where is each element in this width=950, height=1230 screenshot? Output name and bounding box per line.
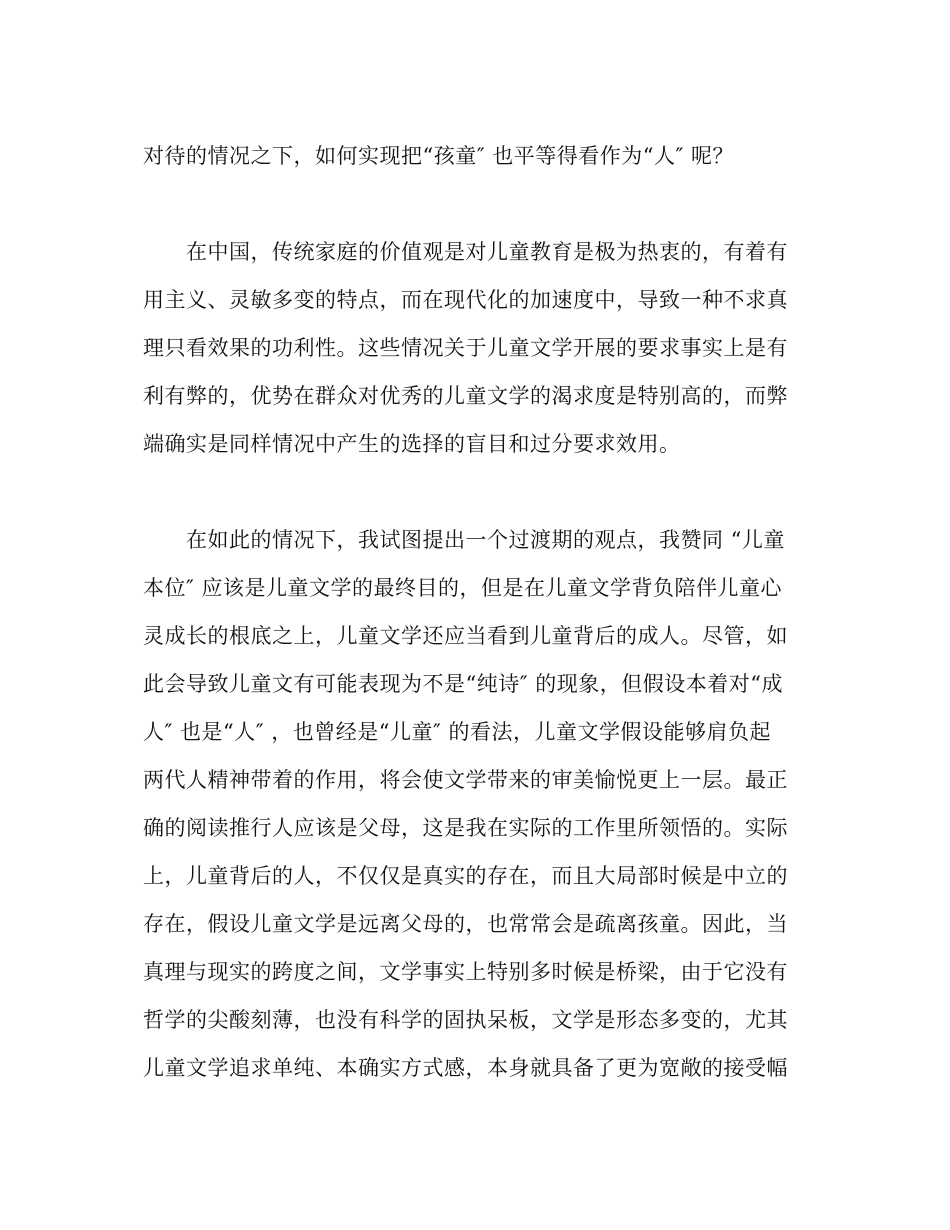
paragraph-3-line-7: 确的阅读推行人应该是父母，这是我在实际的工作里所领悟的。实际 <box>143 816 788 840</box>
paragraph-2-line-4: 利有弊的，优势在群众对优秀的儿童文学的渴求度是特别高的，而弊 <box>143 384 788 408</box>
paragraph-1-line-1: 对待的情况之下，如何实现把“孩童″ 也平等得看作为“人″ 呢？ <box>143 144 735 168</box>
paragraph-3-line-12: 儿童文学追求单纯、本确实方式感，本身就具备了更为宽敞的接受幅 <box>143 1056 788 1080</box>
paragraph-3-line-9: 存在，假设儿童文学是远离父母的，也常常会是疏离孩童。因此，当 <box>143 912 788 936</box>
paragraph-2-line-5: 端确实是同样情况中产生的选择的盲目和过分要求效用。 <box>143 432 681 456</box>
paragraph-3-line-4: 此会导致儿童文有可能表现为不是“纯诗″ 的现象，但假设本着对“成 <box>143 672 783 696</box>
paragraph-3-line-6: 两代人精神带着的作用，将会使文学带来的审美愉悦更上一层。最正 <box>143 768 788 792</box>
paragraph-2-line-1: 在中国，传统家庭的价值观是对儿童教育是极为热衷的，有着有 <box>186 240 788 264</box>
paragraph-3-line-10: 真理与现实的跨度之间，文学事实上特别多时候是桥梁，由于它没有 <box>143 960 788 984</box>
paragraph-3-line-8: 上，儿童背后的人，不仅仅是真实的存在，而且大局部时候是中立的 <box>143 864 788 888</box>
paragraph-3-line-5: 人″ 也是“人″ ，也曾经是“儿童″ 的看法，儿童文学假设能够肩负起 <box>143 720 772 744</box>
paragraph-3-line-3: 灵成长的根底之上，儿童文学还应当看到儿童背后的成人。尽管，如 <box>143 624 788 648</box>
paragraph-2-line-2: 用主义、灵敏多变的特点，而在现代化的加速度中，导致一种不求真 <box>143 288 788 312</box>
paragraph-3-line-11: 哲学的尖酸刻薄，也没有科学的固执呆板，文学是形态多变的，尤其 <box>143 1008 788 1032</box>
paragraph-2-line-3: 理只看效果的功利性。这些情况关于儿童文学开展的要求事实上是有 <box>143 336 788 360</box>
paragraph-3-line-1: 在如此的情况下，我试图提出一个过渡期的观点，我赞同 “儿童 <box>186 528 785 552</box>
paragraph-3-line-2: 本位″ 应该是儿童文学的最终目的，但是在儿童文学背负陪伴儿童心 <box>143 576 783 600</box>
